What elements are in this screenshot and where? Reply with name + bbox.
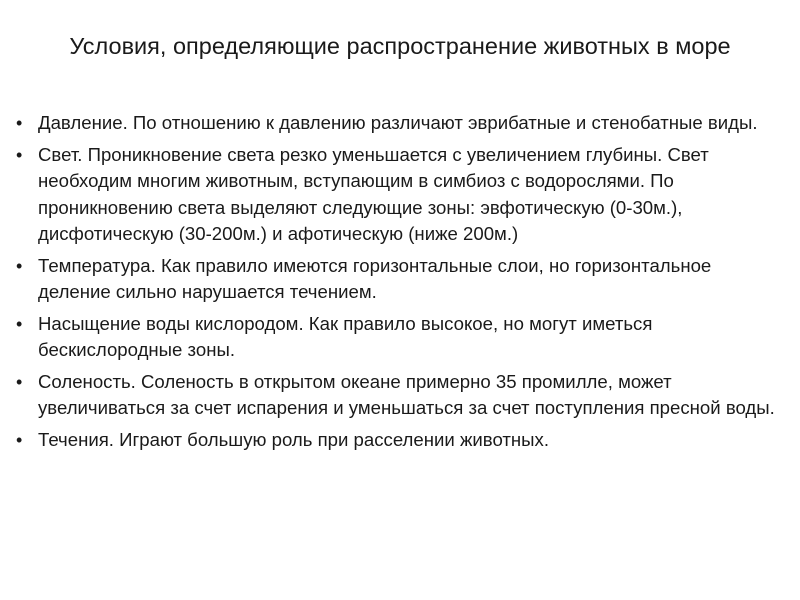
bullet-text: Давление. По отношению к давлению различают эврибатные и стенобатные виды. bbox=[38, 112, 758, 133]
bullet-item-pressure bbox=[16, 110, 776, 137]
bullet-marker: • bbox=[16, 429, 23, 450]
bullet-text: Свет. Проникновение света резко уменьшается с увеличением глубины. Свет необходим многим животным, вступающим в симбиоз с водорослями. По проникновению света выделяют следующие зоны: эвфотическую (0-30м.), дисфотическую (30-200м.) и афотическую (ниже 200м.) bbox=[38, 143, 709, 244]
bullet-marker: • bbox=[16, 313, 23, 334]
bullet-item-oxygen bbox=[16, 311, 776, 364]
bullet-text: Насыщение воды кислородом. Как правило высокое, но могут иметься бескислородные зоны. bbox=[38, 312, 653, 360]
bullet-text: Температура. Как правило имеются горизонтальные слои, но горизонтальное деление сильно нарушается течением. bbox=[38, 254, 712, 302]
bullet-item-salinity bbox=[16, 369, 776, 422]
bullet-text: Течения. Играют большую роль при расселении животных. bbox=[38, 428, 549, 450]
bullet-list bbox=[16, 110, 776, 458]
slide-title: Условия, определяющие распространение животных в море bbox=[69, 33, 731, 59]
bullet-item-currents bbox=[16, 427, 776, 454]
bullet-marker: • bbox=[16, 255, 23, 276]
bullet-marker: • bbox=[16, 113, 23, 133]
bullet-marker: • bbox=[16, 144, 23, 165]
bullet-item-light bbox=[16, 142, 776, 248]
bullet-text: Соленость. Соленость в открытом океане примерно 35 промилле, может увеличиваться за счет испарения и уменьшаться за счет поступления пресной воды. bbox=[38, 370, 775, 418]
bullet-marker: • bbox=[16, 371, 23, 392]
bullet-item-temperature bbox=[16, 253, 776, 306]
